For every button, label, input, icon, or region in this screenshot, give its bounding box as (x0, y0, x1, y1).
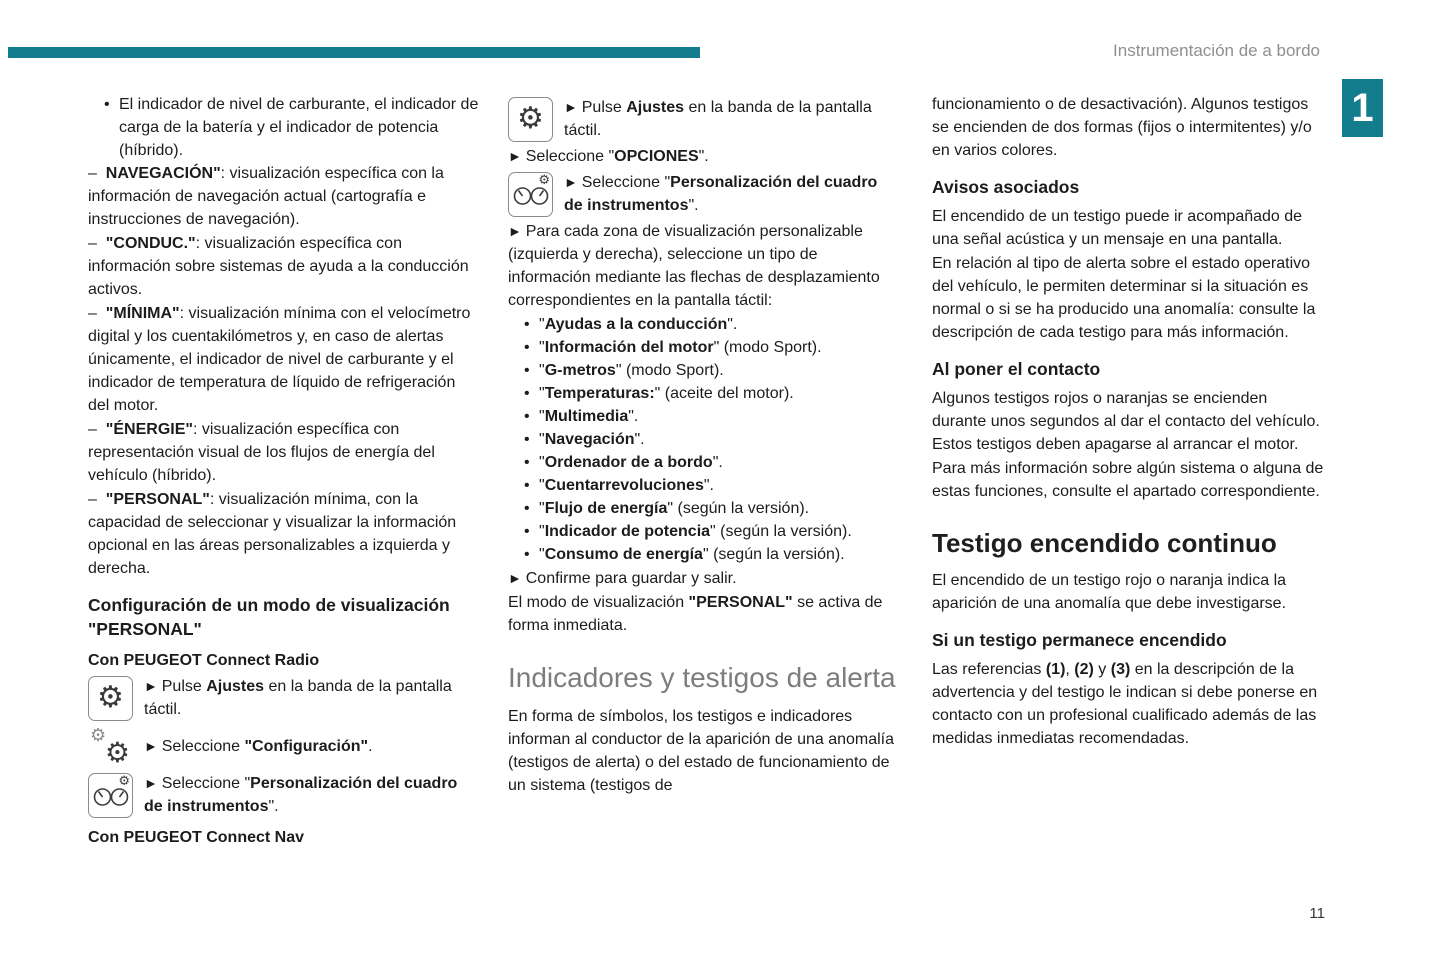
dash-marker: – (88, 491, 106, 508)
settings-box (88, 676, 133, 721)
subsection-heading: Avisos asociados (932, 177, 1080, 197)
bold-text-segment: Cuentarrevoluciones (544, 477, 704, 494)
text-segment: ". (688, 197, 699, 214)
page-header-title: Instrumentación de a bordo (1113, 41, 1320, 60)
bullet-list-item (508, 543, 896, 566)
bullet-list-item (508, 382, 896, 405)
action-step-with-icon (88, 772, 480, 818)
bullet-list-item (508, 313, 896, 336)
header-accent-bar (8, 47, 700, 58)
paragraph (508, 705, 896, 797)
dash-list-item (88, 162, 480, 231)
text-segment: en la banda de la pantalla táctil. (144, 678, 452, 718)
bullet-list-item (508, 474, 896, 497)
bullet-text (539, 474, 896, 497)
text-segment: Pulse (161, 678, 207, 695)
text-segment: " (539, 523, 545, 540)
cluster-gear-icon (88, 773, 133, 818)
action-step-text (564, 96, 896, 142)
sub-heading: Con PEUGEOT Connect Nav (88, 829, 305, 846)
paragraph (932, 658, 1324, 750)
bold-text-segment: Temperaturas: (544, 385, 655, 402)
text-segment: funcionamiento o de desactivación). Algunos testigos se encienden de dos formas (fijos o intermitentes) y/o en varios colores. (932, 96, 1312, 159)
text-segment: Seleccione " (525, 148, 615, 165)
bold-text-segment: Indicador de potencia (544, 523, 711, 540)
bold-text-segment: Ordenador de a bordo (544, 454, 713, 471)
text-segment: Seleccione " (581, 174, 671, 191)
settings-box (508, 97, 553, 142)
corner-gear-glyph: ⚙ (118, 773, 130, 789)
text-segment: Seleccione (161, 738, 245, 755)
paragraph (932, 252, 1324, 344)
cluster-box (508, 172, 553, 217)
text-segment: " (según la versión). (710, 523, 852, 540)
bullet-marker: • (104, 96, 110, 113)
bullet-text (539, 543, 896, 566)
bullet-marker: • (524, 339, 530, 356)
bold-text-segment: "CONDUC." (105, 235, 196, 252)
bold-text-segment: Ajustes (626, 99, 685, 116)
text-segment: " (539, 408, 545, 425)
column-left (88, 93, 480, 852)
bold-text-segment: NAVEGACIÓN" (105, 165, 221, 182)
action-step (508, 567, 896, 590)
bullet-marker: • (524, 500, 530, 517)
text-segment: en la descripción de la advertencia y del testigo le indican si debe ponerse en contacto con un profesional cualificado además de las medidas inmediatas recomendadas. (932, 661, 1318, 747)
text-segment: , (1065, 661, 1075, 678)
action-step-text (144, 675, 480, 721)
bold-text-segment: (1) (1045, 661, 1066, 678)
text-segment: : visualización mínima con el velocímetro digital y los cuentakilómetros y, en caso de alertas únicamente, el indicador de nivel de carburante y el indicador de temperatura de líquido de refrigeración del motor. (88, 305, 471, 414)
arrow-pointer-icon: ► (508, 223, 526, 239)
text-segment: Confirme para guardar y salir. (525, 570, 737, 587)
gear-square-icon (88, 676, 133, 721)
text-segment: " (539, 500, 545, 517)
page-number: 11 (1309, 905, 1325, 922)
bullet-text (119, 93, 480, 162)
bullet-marker: • (524, 408, 530, 425)
action-step-with-icon (508, 96, 896, 142)
arrow-pointer-icon: ► (564, 174, 582, 190)
bullet-marker: • (524, 454, 530, 471)
paragraph (508, 591, 896, 637)
text-segment: " (539, 431, 545, 448)
section-heading: Indicadores y testigos de alerta (508, 662, 896, 693)
gears-icon (88, 724, 133, 769)
text-segment: : visualización específica con la información de navegación actual (cartografía e instrucciones de navegación). (88, 165, 444, 228)
paragraph (932, 457, 1324, 503)
text-segment: ". (634, 431, 645, 448)
gear-square-icon (508, 97, 553, 142)
chapter-tab: 1 (1342, 79, 1383, 137)
dash-marker: – (88, 165, 106, 182)
gear-glyph: ⚙ (97, 680, 124, 715)
text-segment: " (modo Sport). (713, 339, 822, 356)
cluster-gear-icon (508, 172, 553, 217)
bullet-text (539, 428, 896, 451)
action-step-text (144, 735, 480, 758)
text-segment: Para cada zona de visualización personalizable (izquierda y derecha), seleccione un tipo de información mediante las flechas de desplazamiento correspondientes en la pantalla táctil: (508, 223, 880, 309)
text-segment: ". (712, 454, 723, 471)
bullet-marker: • (524, 362, 530, 379)
arrow-pointer-icon: ► (508, 570, 526, 586)
gear-glyph: ⚙ (517, 101, 544, 136)
bullet-marker: • (524, 431, 530, 448)
text-segment: " (539, 316, 545, 333)
text-segment: " (539, 362, 545, 379)
bullet-text (539, 382, 896, 405)
text-segment: y (1093, 661, 1111, 678)
bullet-list-item (508, 451, 896, 474)
text-segment: En forma de símbolos, los testigos e indicadores informan al conductor de la aparición de una anomalía (testigos de alerta) o del estado de funcionamiento de un sistema (testigos de (508, 708, 895, 794)
text-segment: " (modo Sport). (615, 362, 724, 379)
subsection-heading: Si un testigo permanece encendido (932, 630, 1227, 650)
text-segment: ". (703, 477, 714, 494)
paragraph (932, 93, 1324, 162)
action-step (508, 145, 896, 168)
bullet-list-item (508, 520, 896, 543)
bullet-list-item (88, 93, 480, 162)
dash-marker: – (88, 305, 106, 322)
bold-text-segment: G-metros (544, 362, 616, 379)
arrow-pointer-icon: ► (564, 99, 582, 115)
text-segment: " (539, 385, 545, 402)
bold-text-segment: Multimedia (544, 408, 629, 425)
action-step-with-icon (88, 675, 480, 721)
text-segment: " (aceite del motor). (654, 385, 794, 402)
text-segment: El encendido de un testigo rojo o naranja indica la aparición de una anomalía que debe investigarse. (932, 572, 1287, 612)
text-segment: se activa de forma inmediata. (508, 594, 883, 634)
bullet-list-item (508, 405, 896, 428)
bold-text-segment: OPCIONES (614, 148, 699, 165)
text-segment: ". (727, 316, 738, 333)
bullet-list-item (508, 359, 896, 382)
text-segment: El indicador de nivel de carburante, el indicador de carga de la batería y el indicador de potencia (híbrido). (119, 96, 479, 159)
bold-text-segment: Personalización del cuadro de instrumentos (564, 174, 878, 214)
bullet-marker: • (524, 316, 530, 333)
bold-text-segment: Flujo de energía (544, 500, 668, 517)
paragraph (932, 205, 1324, 251)
section-heading: Testigo encendido continuo (932, 528, 1277, 558)
dash-list-item (88, 302, 480, 417)
bold-text-segment: "ÉNERGIE" (105, 421, 193, 438)
text-segment: Seleccione " (161, 775, 251, 792)
gears-group (88, 724, 133, 769)
bullet-marker: • (524, 477, 530, 494)
arrow-pointer-icon: ► (144, 775, 162, 791)
dash-list-item (88, 488, 480, 580)
action-step (508, 220, 896, 312)
bold-text-segment: Personalización del cuadro de instrumentos (144, 775, 458, 815)
corner-gear-glyph: ⚙ (538, 172, 550, 188)
text-segment: " (539, 454, 545, 471)
text-segment: " (539, 546, 545, 563)
paragraph (932, 569, 1324, 615)
bullet-list-item (508, 336, 896, 359)
cluster-box (88, 773, 133, 818)
bullet-marker: • (524, 385, 530, 402)
bullet-marker: • (524, 523, 530, 540)
bold-text-segment: Ajustes (206, 678, 265, 695)
dash-marker: – (88, 235, 106, 252)
bold-text-segment: (2) (1074, 661, 1094, 678)
content-columns (88, 93, 1324, 852)
text-segment: El encendido de un testigo puede ir acompañado de una señal acústica y un mensaje en una pantalla. (932, 208, 1303, 248)
action-step-text (564, 171, 896, 217)
text-segment: : visualización específica con representación visual de los flujos de energía del vehículo (híbrido). (88, 421, 435, 484)
arrow-pointer-icon: ► (144, 738, 162, 754)
bullet-text (539, 313, 896, 336)
text-segment: en la banda de la pantalla táctil. (564, 99, 872, 139)
bullet-text (539, 405, 896, 428)
dash-list-item (88, 232, 480, 301)
text-segment: " (539, 339, 545, 356)
dash-marker: – (88, 421, 106, 438)
column-middle (508, 93, 896, 852)
bullet-text (539, 520, 896, 543)
text-segment: El modo de visualización (508, 594, 689, 611)
bold-text-segment: Ayudas a la conducción (544, 316, 728, 333)
bullet-text (539, 359, 896, 382)
bold-text-segment: "PERSONAL" (688, 594, 793, 611)
bold-text-segment: Información del motor (544, 339, 714, 356)
paragraph (932, 387, 1324, 456)
bold-text-segment: "MÍNIMA" (105, 305, 180, 322)
bullet-list-item (508, 428, 896, 451)
small-gear-glyph: ⚙ (90, 725, 107, 746)
text-segment: Pulse (581, 99, 627, 116)
bold-text-segment: "Configuración" (244, 738, 369, 755)
text-segment: . (368, 738, 373, 755)
text-segment: ". (698, 148, 709, 165)
text-segment: En relación al tipo de alerta sobre el estado operativo del vehículo, le permiten determinar si la situación es normal o si se ha producido una anomalía: consulte la descripción de cada testigo para más información. (932, 255, 1316, 341)
text-segment: " (según la versión). (702, 546, 845, 563)
column-right (932, 93, 1324, 852)
bold-text-segment: Navegación (544, 431, 635, 448)
sub-heading: Con PEUGEOT Connect Radio (88, 652, 320, 669)
bullet-marker: • (524, 546, 530, 563)
bold-text-segment: "PERSONAL" (105, 491, 210, 508)
subsection-heading: Al poner el contacto (932, 359, 1101, 379)
text-segment: " (539, 477, 545, 494)
text-segment: Algunos testigos rojos o naranjas se encienden durante unos segundos al dar el contacto del vehículo. Estos testigos deben apagarse al arrancar el motor. (932, 390, 1320, 453)
bullet-list-item (508, 497, 896, 520)
bullet-text (539, 497, 896, 520)
action-step-with-icon (88, 724, 480, 769)
action-step-text (144, 772, 480, 818)
bold-text-segment: (3) (1110, 661, 1131, 678)
text-segment: : visualización mínima, con la capacidad de seleccionar y visualizar la información opcional en las áreas personalizables a izquierda y derecha. (88, 491, 457, 577)
text-segment: Para más información sobre algún sistema o alguna de estas funciones, consulte el apartado correspondiente. (932, 460, 1324, 500)
big-gear-glyph: ⚙ (104, 736, 130, 769)
text-segment: " (según la versión). (667, 500, 810, 517)
text-segment: : visualización específica con información sobre sistemas de ayuda a la conducción activos. (88, 235, 469, 298)
text-segment: ". (628, 408, 639, 425)
arrow-pointer-icon: ► (508, 148, 526, 164)
bullet-text (539, 336, 896, 359)
bold-text-segment: Consumo de energía (544, 546, 703, 563)
dash-list-item (88, 418, 480, 487)
arrow-pointer-icon: ► (144, 678, 162, 694)
text-segment: ". (268, 798, 279, 815)
text-segment: Las referencias (932, 661, 1046, 678)
bullet-text (539, 451, 896, 474)
subsection-heading: Configuración de un modo de visualización "PERSONAL" (88, 595, 450, 639)
action-step-with-icon (508, 171, 896, 217)
